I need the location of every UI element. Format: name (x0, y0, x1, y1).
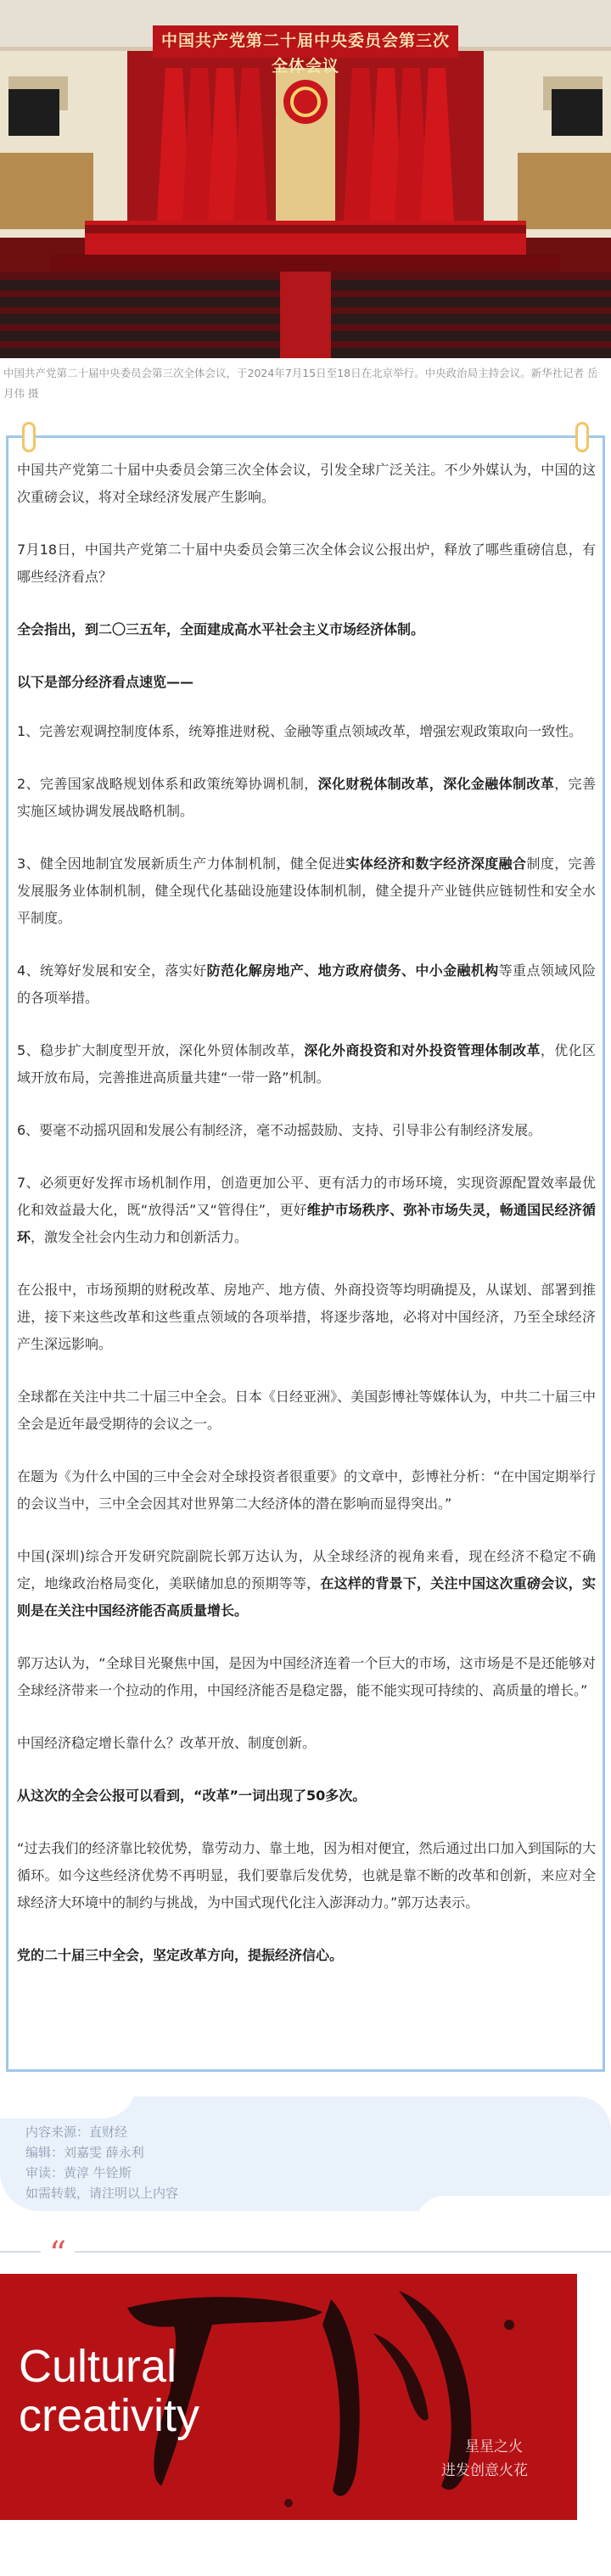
article-body (17, 457, 596, 1995)
banner-english-line: creativity (19, 2390, 200, 2441)
binder-pin-icon (575, 422, 589, 452)
cultural-creativity-banner[interactable] (0, 2274, 577, 2520)
quote-mark-icon: “ (41, 2232, 75, 2266)
banner-slogan-line: 星星之火 (465, 2439, 523, 2455)
binder-pin-icon (22, 422, 36, 452)
reviewer-line: 审读：黄淳 牛铨斯 (25, 2165, 132, 2180)
paragraph: 7月18日，中国共产党第二十届中央委员会第三次全体会议公报出炉，释放了哪些重磅信息，有哪些经济看点？ (17, 542, 596, 585)
highlight-item: 2、完善国家战略规划体系和政策统筹协调机制，深化财税体制改革，深化金融体制改革，完善实施区域协调发展战略机制。 (17, 776, 596, 819)
reprint-notice: 如需转载，请注明以上内容 (25, 2186, 179, 2201)
banner-chinese-slogan (441, 2435, 528, 2483)
section-divider (0, 2251, 611, 2253)
paragraph: 全球都在关注中共二十届三中全会。日本《日经亚洲》、美国彭博社等媒体认为，中共二十届三中全会是近年最受期待的会议之一。 (17, 1389, 596, 1432)
quote-paragraph: “过去我们的经济靠比较优势，靠劳动力、靠土地，因为相对便宜，然后通过出口加入到国际的大循环。如今这些经济优势不再明显，我们要靠后发优势，也就是靠不断的改革和创新，来应对全球经济大环境中的制约与挑战，为中国式现代化注入澎湃动力。”郭万达表示。 (17, 1840, 596, 1911)
highlight-item: 3、健全因地制宜发展新质生产力体制机制，健全促进实体经济和数字经济深度融合制度，完善发展服务业体制机制，健全现代化基础设施建设体制机制，健全提升产业链供应链韧性和安全水平制度。 (17, 856, 596, 926)
key-statement: 全会指出，到二〇三五年，全面建成高水平社会主义市场经济体制。 (17, 621, 425, 637)
hero-banner-text: 中国共产党第二十届中央委员会第三次全体会议 (160, 31, 450, 76)
paragraph: 中国共产党第二十届中央委员会第三次全体会议，引发全球广泛关注。不少外媒认为，中国的这次重磅会议，将对全球经济发展产生影响。 (17, 462, 596, 505)
paragraph: 在公报中，市场预期的财税改革、房地产、地方债、外商投资等均明确提及，从谋划、部署到推进，接下来这些改革和这些重点领域的各项举措，将逐步落地，必将对中国经济，乃至全球经济产生深远影响。 (17, 1282, 596, 1352)
banner-english-line: Cultural (19, 2341, 177, 2392)
banner-slogan-line: 进发创意火花 (441, 2462, 528, 2479)
source-line: 内容来源：直财经 (25, 2124, 128, 2140)
key-statement: 从这次的全会公报可以看到，“改革”一词出现了50多次。 (17, 1787, 367, 1804)
hero-photo (0, 0, 611, 358)
closing-statement: 党的二十届三中全会，坚定改革方向，提振经济信心。 (17, 1947, 344, 1963)
source-info-box (0, 2096, 611, 2211)
article-frame (6, 435, 605, 2072)
editor-line: 编辑：刘嘉雯 薛永利 (25, 2145, 144, 2160)
highlight-item: 4、统筹好发展和安全，落实好防范化解房地产、地方政府债务、中小金融机构等重点领域风险的各项举措。 (17, 962, 596, 1006)
paragraph: 郭万达认为，“全球目光聚焦中国，是因为中国经济连着一个巨大的市场，这市场是不是还能够对全球经济带来一个拉动的作用，中国经济能否是稳定器，能不能实现可持续的、高质量的增长。” (17, 1655, 596, 1698)
highlight-item: 7、必须更好发挥市场机制作用，创造更加公平、更有活力的市场环境，实现资源配置效率最优化和效益最大化，既“放得活”又“管得住”，更好维护市场秩序、弥补市场失灵，畅通国民经济循环，激发全社会内生动力和创新活力。 (17, 1175, 596, 1245)
banner-english-title (19, 2342, 199, 2440)
paragraph: 中国(深圳)综合开发研究院副院长郭万达认为，从全球经济的视角来看，现在经济不稳定不确定，地缘政治格局变化，美联储加息的预期等等，在这样的背景下，关注中国这次重磅会议，实则是在关注中国经济能否高质量增长。 (17, 1548, 596, 1619)
highlight-item: 5、稳步扩大制度型开放，深化外贸体制改革，深化外商投资和对外投资管理体制改革，优化区域开放布局，完善推进高质量共建“一带一路”机制。 (17, 1042, 596, 1086)
photo-caption: 中国共产党第二十届中央委员会第三次全体会议，于2024年7月15日至18日在北京举行。中央政治局主持会议。新华社记者 岳月伟 摄 (3, 367, 598, 400)
source-lines (25, 2122, 178, 2203)
highlight-item: 1、完善宏观调控制度体系，统筹推进财税、金融等重点领域改革，增强宏观政策取向一致性。 (17, 723, 583, 739)
highlight-item: 6、要毫不动摇巩固和发展公有制经济，毫不动摇鼓励、支持、引导非公有制经济发展。 (17, 1122, 542, 1138)
paragraph: 在题为《为什么中国的三中全会对全球投资者很重要》的文章中，彭博社分析：“在中国定期举行的会议当中，三中全会因其对世界第二大经济体的潜在影响而显得突出。” (17, 1468, 596, 1512)
paragraph: 中国经济稳定增长靠什么？改革开放、制度创新。 (17, 1735, 317, 1751)
section-heading: 以下是部分经济看点速览—— (17, 674, 194, 690)
